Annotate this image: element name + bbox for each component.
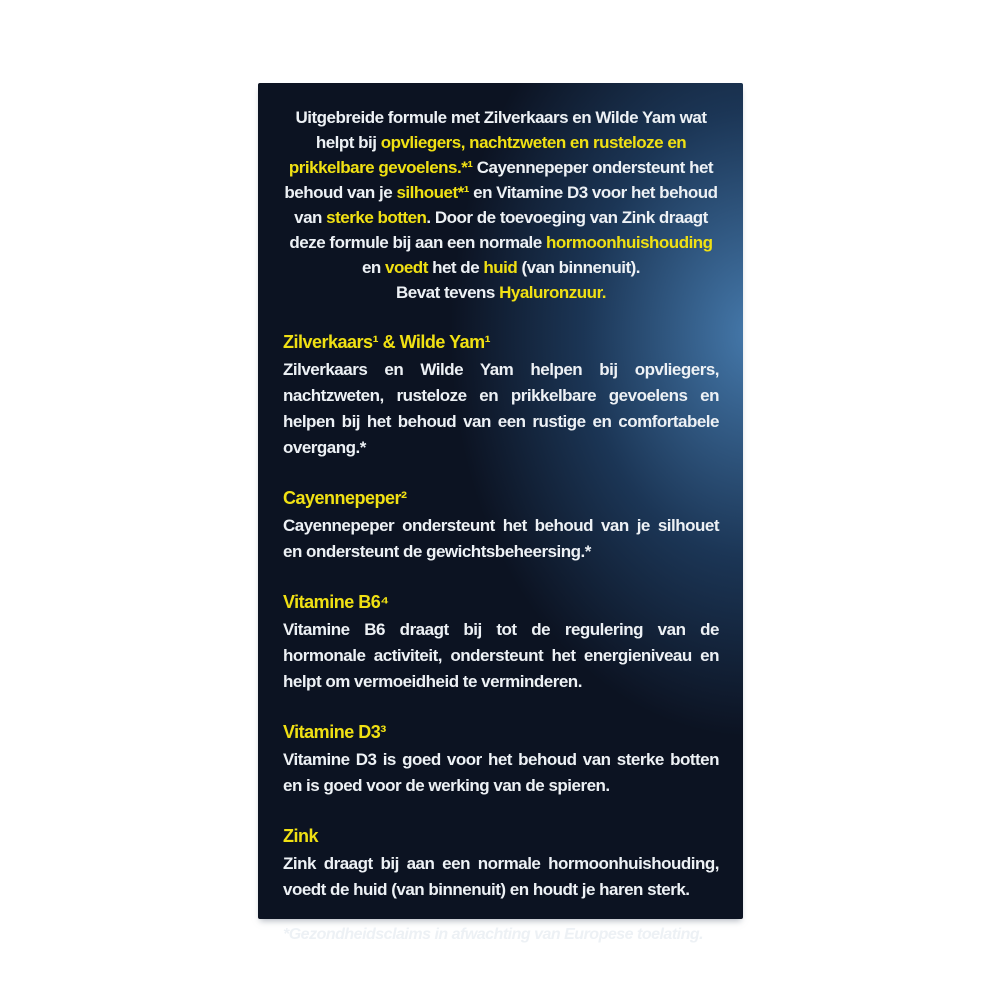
health-claims-footnote: *Gezondheidsclaims in afwachting van Europese toelating.	[283, 926, 704, 943]
highlighted-text: silhouet*¹	[396, 183, 469, 202]
highlighted-text: huid	[483, 258, 518, 277]
section-zink	[283, 826, 719, 903]
vitamine-d3-heading: Vitamine D3³	[283, 722, 386, 742]
vitamine-d3-body: Vitamine D3 is goed voor het behoud van sterke botten en is goed voor de werking van de spieren.	[283, 750, 719, 795]
highlighted-text: opvliegers, nachtzweten en rusteloze en prikkelbare gevoelens.*¹	[288, 133, 687, 177]
plain-text: Cayennepeper ondersteunt het behoud van je	[284, 158, 714, 202]
plain-text: het de	[427, 258, 484, 277]
plain-text: (van binnenuit).	[517, 258, 641, 277]
section-zilverkaars-wilde-yam	[283, 332, 719, 461]
section-cayennepeper	[283, 488, 719, 565]
section-vitamine-d3	[283, 722, 719, 799]
plain-text: Bevat tevens	[396, 283, 500, 302]
section-vitamine-b6	[283, 592, 719, 695]
vitamine-b6-heading: Vitamine B6⁴	[283, 592, 389, 612]
product-info-panel	[258, 83, 743, 943]
plain-text: Uitgebreide formule met Zilverkaars en Wilde Yam wat helpt bij	[295, 108, 707, 152]
highlighted-text: voedt	[385, 258, 428, 277]
cayennepeper-body: Cayennepeper ondersteunt het behoud van je silhouet en ondersteunt de gewichtsbeheersing.*	[283, 516, 719, 561]
plain-text: en Vitamine D3 voor het behoud van	[294, 183, 718, 227]
highlighted-text: hormoonhuishouding	[545, 233, 713, 252]
intro-bevat-line	[283, 280, 719, 305]
plain-text: en	[361, 258, 386, 277]
zink-body: Zink draagt bij aan een normale hormoonhuishouding, voedt de huid (van binnenuit) en houdt je haren sterk.	[283, 854, 719, 899]
highlighted-text: sterke botten	[326, 208, 427, 227]
zilverkaars-body: Zilverkaars en Wilde Yam helpen bij opvliegers, nachtzweten, rusteloze en prikkelbare gevoelens en helpen bij het behoud van een rustige en comfortabele overgang.*	[283, 360, 719, 457]
zink-heading: Zink	[283, 826, 319, 846]
intro-paragraph	[283, 105, 719, 280]
vitamine-b6-body: Vitamine B6 draagt bij tot de regulering van de hormonale activiteit, ondersteunt het energieniveau en helpt om vermoeidheid te verminderen.	[283, 620, 719, 691]
plain-text: . Door de toevoeging van Zink draagt deze formule bij aan een normale	[289, 208, 708, 252]
zilverkaars-heading: Zilverkaars¹ & Wilde Yam¹	[283, 332, 491, 352]
highlighted-text: Hyaluronzuur.	[499, 283, 606, 302]
cayennepeper-heading: Cayennepeper²	[283, 488, 407, 508]
